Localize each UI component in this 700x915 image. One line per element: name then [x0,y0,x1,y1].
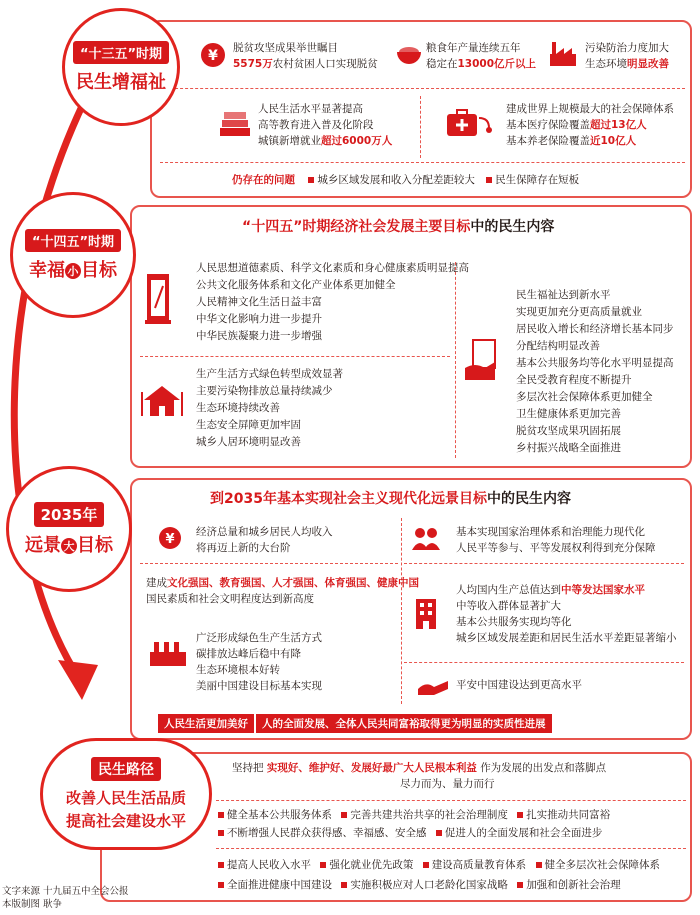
building-icon [410,597,442,631]
gdp-line: 基本公共服务实现均等化 [456,616,572,628]
ecology-item: 城乡人居环境明显改善 [196,436,301,448]
label-14th-main-a: 幸福 [29,259,65,281]
path-item: 加强和创新社会治理 [526,879,621,891]
strong-pre: 建成 [146,577,167,589]
label-path-line2: 提高社会建设水平 [65,812,186,830]
medical-number: 超过13亿人 [590,119,647,131]
path-item: 全面推进健康中国建设 [227,879,332,891]
path-item: 不断增强人民群众获得感、幸福感、安全感 [227,827,427,839]
divider [216,848,686,849]
pension-number: 近10亿人 [590,135,637,147]
farm-icon [140,382,184,418]
label-2035-top: 2035年 [34,502,105,527]
welfare-item: 多层次社会保障体系更加健全 [516,391,653,403]
culture-list [196,260,469,345]
medical-kit-icon [445,108,493,140]
issue-2: 民生保障存在短板 [495,174,580,186]
living-line3: 城镇新增就业 [258,135,321,147]
path-row-1 [218,808,610,822]
culture-item: 中华文化影响力进一步提升 [196,313,322,325]
svg-text:¥: ¥ [208,48,218,64]
strong-highlight: 文化强国、教育强国、人才强国、体育强国、健康中国 [167,577,419,589]
green-line: 美丽中国建设目标基本实现 [196,680,322,692]
ecology-item: 生态环境持续改善 [196,402,280,414]
gdp-line: 城乡区域发展差距和居民生活水平差距显著缩小 [456,632,677,644]
s3-title-rest: 中的民生内容 [486,491,571,507]
gdp-pre: 人均国内生产总值达到 [456,584,561,596]
label-2035-main-b: 目标 [77,534,113,556]
s2-title-rest: 中的民生内容 [470,219,555,235]
footer-credit: 本版制图 耿争 [2,899,63,910]
welfare-item: 居民收入增长和经济增长基本同步 [516,323,674,335]
pollution-highlight: 明显改善 [627,58,669,70]
label-14th-main-b: 目标 [81,259,117,281]
path-row-4 [218,878,621,892]
path-item: 强化就业优先政策 [329,859,414,871]
welfare-item: 全民受教育程度不断提升 [516,374,632,386]
intro-line2: 尽力而为、量力而行 [400,778,495,790]
strong-nation-block [146,575,419,607]
divider [401,518,402,704]
label-13th-five-year [62,8,180,126]
path-row-3 [218,858,660,872]
welfare-item: 实现更加充分更高质量就业 [516,306,642,318]
tag-common-prosperity: 人的全面发展、全体人民共同富裕取得更为明显的实质性进展 [256,714,552,733]
security-line2: 基本医疗保险覆盖 [506,119,590,131]
ecology-list [196,366,343,451]
issue-1: 城乡区域发展和收入分配差距较大 [317,174,475,186]
issues-row [232,172,579,188]
rice-bowl-icon [395,44,423,66]
culture-item: 人民思想道德素质、科学文化素质和身心健康素质明显提高 [196,262,469,274]
poverty-line2: 农村贫困人口实现脱贫 [272,58,378,70]
security-line1: 建成世界上规模最大的社会保障体系 [506,103,674,115]
factory-icon [548,40,578,68]
strong-line2: 国民素质和社会文明程度达到新高度 [146,593,314,605]
poverty-line1: 脱贫攻坚成果举世瞩目 [233,42,338,54]
label-14th-top: “十四五”时期 [25,229,121,252]
green-line: 广泛形成绿色生产生活方式 [196,632,322,644]
culture-item: 中华民族凝聚力进一步增强 [196,330,322,342]
divider [216,800,686,801]
label-13th-main: 民生增福祉 [76,71,166,93]
security-line3: 基本养老保险覆盖 [506,135,590,147]
scroll-icon [143,272,173,328]
employment-number: 超过6000万人 [321,135,393,147]
path-item: 促进人的全面发展和社会全面进步 [444,827,603,839]
economy-line: 将再迈上新的大台阶 [196,542,291,554]
label-2035-main [25,531,113,557]
intro-line1 [232,760,606,776]
path-item: 健全基本公共服务体系 [227,809,332,821]
welfare-list [516,287,674,457]
welfare-item: 民生福祉达到新水平 [516,289,611,301]
s2-title [242,216,554,236]
grain-line1: 粮食年产量连续五年 [426,42,521,54]
grain-block [426,40,536,72]
divider [160,162,685,163]
tag-better-life: 人民生活更加美好 [158,714,254,733]
people-icon [410,526,442,552]
ecology-item: 主要污染物排放总量持续减少 [196,385,333,397]
culture-item: 公共文化服务体系和文化产业体系更加健全 [196,279,396,291]
gdp-block [456,582,677,646]
label-14th-main [29,256,117,282]
path-item: 建设高质量教育体系 [431,859,527,871]
footer-source: 文字来源 十九届五中全会公报 [2,886,129,897]
path-item: 提高人民收入水平 [227,859,311,871]
s3-title-highlight: 到2035年基本实现社会主义现代化远景目标 [210,491,487,507]
label-path-line1: 改善人民生活品质 [65,789,186,807]
welfare-item: 分配结构明显改善 [516,340,600,352]
economy-block [196,524,333,556]
label-14th-dot: 小 [65,263,81,279]
divider [140,563,398,564]
books-icon [218,110,252,138]
security-block [506,101,674,149]
s3-tags [158,712,554,733]
svg-text:¥: ¥ [165,532,175,547]
ecology-item: 生产生活方式绿色转型成效显著 [196,368,343,380]
path-item: 完善共建共治共享的社会治理制度 [350,809,508,821]
living-line1: 人民生活水平显著提高 [258,103,363,115]
label-path-top: 民生路径 [91,757,161,781]
label-2035-dot: 大 [61,538,77,554]
label-path [40,738,212,850]
yuan-icon [158,526,182,550]
pollution-line1: 污染防治力度加大 [585,42,669,54]
welfare-item: 乡村振兴战略全面推进 [516,442,621,454]
s3-title [210,488,571,508]
governance-line: 基本实现国家治理体系和治理能力现代化 [456,526,645,538]
economy-line: 经济总量和城乡居民人均收入 [196,526,333,538]
path-item: 实施积极应对人口老龄化国家战略 [350,879,508,891]
label-13th-top: “十三五”时期 [73,41,169,64]
divider [160,88,685,89]
living-line2: 高等教育进入普及化阶段 [258,119,374,131]
s2-title-highlight: “十四五”时期经济社会发展主要目标 [242,219,471,235]
grain-number: 13000亿斤以上 [457,58,537,70]
path-item: 扎实推动共同富裕 [526,809,611,821]
culture-item: 人民精神文化生活日益丰富 [196,296,322,308]
yuan-icon [200,42,226,68]
governance-block [456,524,656,556]
divider [140,356,450,357]
issues-label: 仍存在的问题 [232,174,295,186]
living-block [258,101,392,149]
intro-highlight: 实现好、维护好、发展好最广大人民根本利益 [266,762,477,774]
green-block [196,630,322,694]
welfare-item: 卫生健康体系更加完善 [516,408,621,420]
label-2035-main-a: 远景 [25,534,61,556]
gdp-highlight: 中等发达国家水平 [561,584,645,596]
grain-line2: 稳定在 [426,58,458,70]
welfare-item: 脱贫攻坚成果巩固拓展 [516,425,621,437]
footer [2,885,129,911]
label-14th-five-year [10,192,136,318]
intro-pre: 坚持把 [232,762,264,774]
pollution-line2: 生态环境 [585,58,627,70]
peace-line: 平安中国建设达到更高水平 [456,679,582,691]
divider [455,262,456,458]
green-line: 碳排放达峰后稳中有降 [196,648,301,660]
label-2035 [6,466,132,592]
green-factory-icon [148,638,188,668]
divider [404,662,684,663]
gdp-line: 中等收入群体显著扩大 [456,600,561,612]
hand-heart-icon [416,675,450,695]
green-line: 生态环境根本好转 [196,664,280,676]
divider [420,96,421,158]
welfare-item: 基本公共服务均等化水平明显提高 [516,357,674,369]
path-item: 健全多层次社会保障体系 [544,859,661,871]
pollution-block [585,40,669,72]
divider [404,563,684,564]
poverty-block [233,40,378,72]
governance-line: 人民平等参与、平等发展权利得到充分保障 [456,542,656,554]
path-row-2 [218,826,602,840]
poverty-number: 5575万 [233,58,273,70]
hand-document-icon [463,338,499,384]
intro-rest: 作为发展的出发点和落脚点 [480,762,607,774]
ecology-item: 生态安全屏障更加牢固 [196,419,301,431]
